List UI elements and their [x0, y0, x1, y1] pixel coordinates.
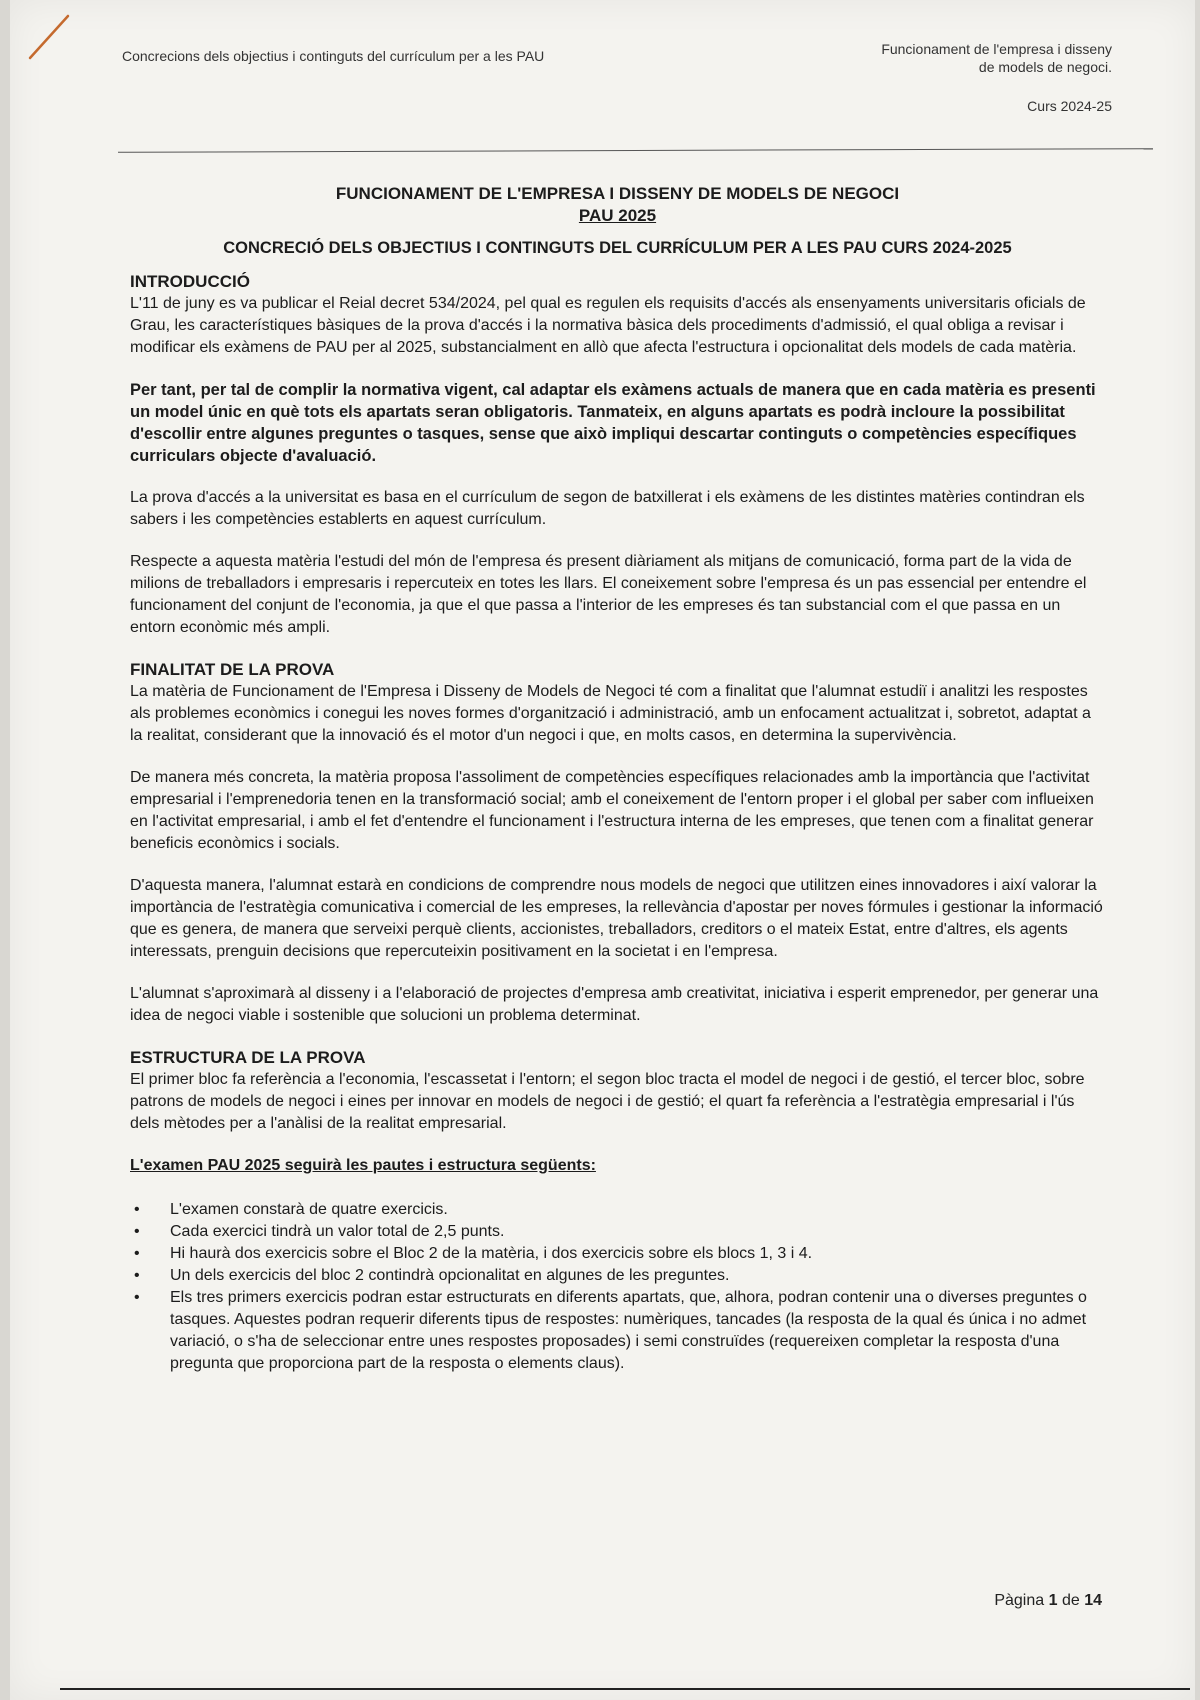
document-subtitle: PAU 2025: [578, 206, 657, 225]
finalitat-paragraph-2: De manera més concreta, la matèria proposa l'assoliment de competències específiques relacionades amb la importància que l'activitat empresarial i l'emprenedoria tenen en la transformació social; amb el coneixement de l'entorn proper i el global per saber com influeixen en l'activitat empresarial, i amb el fet d'entendre el funcionament i l'estructura interna de les empreses, que tenen com a finalitat generar beneficis econòmics i socials.: [130, 769, 1094, 852]
bottom-edge-line: [60, 1688, 1190, 1690]
section-heading-finalitat: FINALITAT DE LA PROVA: [130, 660, 335, 679]
header-right: [792, 40, 1112, 76]
finalitat-paragraph-4: L'alumnat s'aproximarà al disseny i a l'elaboració de projectes d'empresa amb creativitat, iniciativa i esperit emprenedor, per generar una idea de negoci viable i sostenible que solucioni un problema determinat.: [130, 985, 1099, 1024]
intro-paragraph-1: L'11 de juny es va publicar el Reial decret 534/2024, pel qual es regulen els requisits d'accés als ensenyaments universitaris oficials de Grau, les característiques bàsiques de la prova d'accés i la normativa bàsica dels procediments d'admissió, el qual obliga a revisar i modificar els exàmens de PAU per al 2025, substancialment en allò que afecta l'estructura i opcionalitat dels models de cada matèria.: [130, 295, 1086, 356]
header-right-line1: Funcionament de l'empresa i disseny: [881, 41, 1112, 57]
section-heading-introduccio: INTRODUCCIÓ: [130, 272, 250, 291]
page-current: 1: [1048, 1592, 1058, 1609]
intro-paragraph-3: La prova d'accés a la universitat es basa en el currículum de segon de batxillerat i els exàmens de les distintes matèries contindran els sabers i les competències establerts en aquest currículum.: [130, 489, 1085, 528]
list-item: • Cada exercici tindrà un valor total de 2,5 punts.: [170, 1221, 1105, 1243]
intro-paragraph-2: Per tant, per tal de complir la normativa vigent, cal adaptar els exàmens actuals de manera que en cada matèria es presenti un model únic en què tots els apartats seran obligatoris. Tanmateix, en alguns apartats es podrà incloure la possibilitat d'escollir entre algunes preguntes o tasques, sense que això impliqui descartar continguts o competències específiques curriculars objecte d'avaluació.: [130, 381, 1096, 465]
page-label: Pàgina: [994, 1592, 1045, 1609]
section-heading-estructura: ESTRUCTURA DE LA PROVA: [130, 1048, 366, 1067]
header-right-line2: de models de negoci.: [978, 59, 1112, 75]
page-total: 14: [1084, 1592, 1102, 1609]
exam-guidelines-list: [130, 1199, 1105, 1375]
document-body: [130, 183, 1105, 1375]
list-item: • L'examen constarà de quatre exercicis.: [170, 1199, 1105, 1221]
finalitat-paragraph-1: La matèria de Funcionament de l'Empresa i Disseny de Models de Negoci té com a finalitat que l'alumnat estudiï i analitzi les respostes als problemes econòmics i conegui les noves formes d'organització i administració, amb un enfocament actualitzat i, sobretot, adaptat a la realitat, considerant que la innovació és el motor d'un negoci i que, en molts casos, en determina la supervivència.: [130, 683, 1091, 744]
header-year: Curs 2024-25: [1027, 98, 1112, 114]
document-title: FUNCIONAMENT DE L'EMPRESA I DISSENY DE MODELS DE NEGOCI: [335, 184, 900, 203]
finalitat-paragraph-3: D'aquesta manera, l'alumnat estarà en condicions de comprendre nous models de negoci que utilitzen eines innovadores i així valorar la importància de l'estratègia comunicativa i comercial de les empreses, la rellevància d'apostar per noves fórmules i gestionar la informació que es genera, de manera que serveixi perquè clients, accionistes, treballadors, creditors o el mateix Estat, entre d'altres, els agents interessats, prenguin decisions que repercuteixin positivament en la societat i en l'empresa.: [130, 877, 1103, 960]
list-item: • Hi haurà dos exercicis sobre el Bloc 2 de la matèria, i dos exercicis sobre els blocs 1, 3 i 4.: [170, 1243, 1105, 1265]
pen-stroke-mark: [24, 12, 72, 64]
list-item: • Un dels exercicis del bloc 2 contindrà opcionalitat en algunes de les preguntes.: [170, 1265, 1105, 1287]
document-concrecio: CONCRECIÓ DELS OBJECTIUS I CONTINGUTS DEL CURRÍCULUM PER A LES PAU CURS 2024-2025: [223, 239, 1012, 257]
page-number: [994, 1592, 1102, 1610]
page-of: de: [1061, 1592, 1080, 1609]
estructura-paragraph-1: El primer bloc fa referència a l'economia, l'escassetat i l'entorn; el segon bloc tracta el model de negoci i de gestió, el tercer bloc, sobre patrons de models de negoci i eines per innovar en models de negoci i de gestió; el quart fa referència a l'estratègia empresarial i l'ús dels mètodes per a l'anàlisi de la realitat empresarial.: [130, 1071, 1085, 1132]
header-left: Concrecions dels objectius i continguts del currículum per a les PAU: [122, 48, 545, 64]
list-item: • Els tres primers exercicis podran estar estructurats en diferents apartats, que, alhora, podran contenir una o diverses preguntes o tasques. Aquestes podran requerir diferents tipus de respostes: numèriques, tancades (la resposta de la qual és única i no admet variació, o s'ha de seleccionar entre unes respostes proposades) i semi construïdes (requereixen completar la resposta d'una pregunta que proporciona part de la resposta o elements claus).: [170, 1287, 1105, 1375]
intro-paragraph-4: Respecte a aquesta matèria l'estudi del món de l'empresa és present diàriament als mitjans de comunicació, forma part de la vida de milions de treballadors i empresaris i repercuteix en totes les llars. El coneixement sobre l'empresa és un pas essencial per entendre el funcionament del conjunt de l'economia, ja que el que passa a l'interior de les empreses és tan substancial com el que passa en un entorn econòmic més ampli.: [130, 553, 1087, 636]
exam-guidelines-heading: L'examen PAU 2025 seguirà les pautes i estructura següents:: [130, 1157, 596, 1174]
